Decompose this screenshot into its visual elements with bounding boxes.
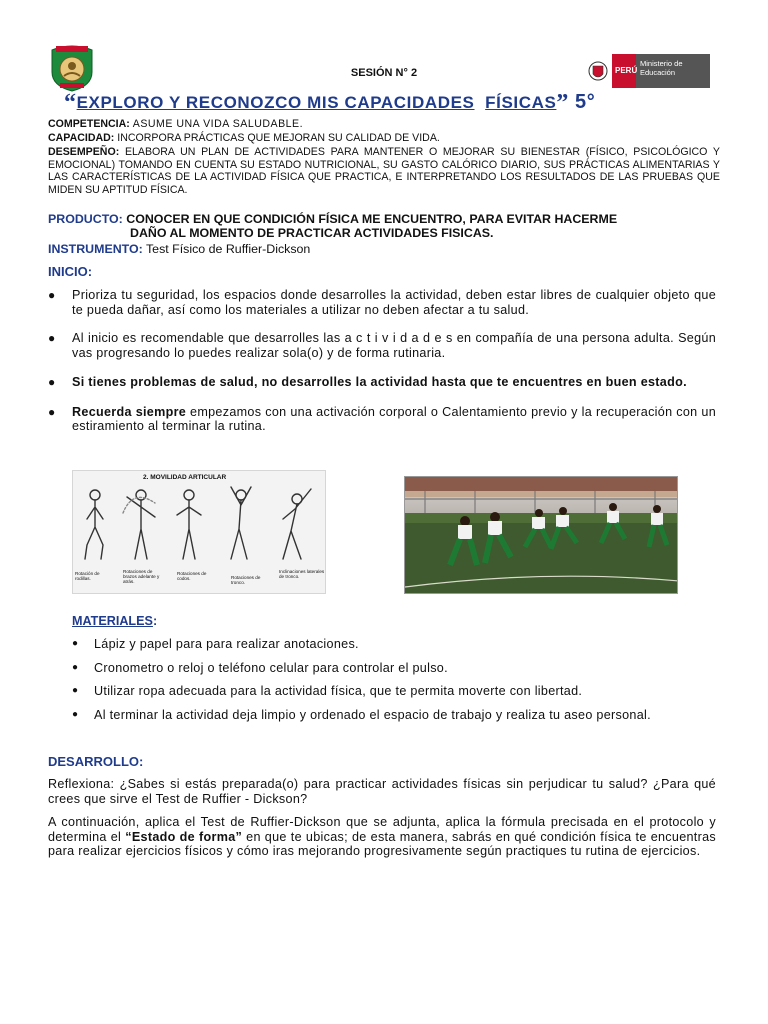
bullet-icon: ●	[72, 708, 79, 720]
materiales-heading-text: MATERIALES	[72, 614, 153, 628]
desempeno-block	[48, 146, 720, 196]
list-item	[48, 405, 716, 434]
caption-4: Rotaciones de tronco.	[231, 575, 261, 585]
bullet-icon: ●	[48, 375, 56, 389]
bullet-icon: ●	[48, 404, 56, 419]
bullet-icon: ●	[72, 661, 79, 673]
caption-3: Rotaciones de codos.	[177, 571, 207, 581]
inicio-list	[48, 288, 716, 434]
producto-line1: CONOCER EN QUE CONDICIÓN FÍSICA ME ENCUENTRO, PARA EVITAR HACERME	[126, 212, 618, 226]
title-main: EXPLORO Y RECONOZCO MIS CAPACIDADES	[76, 93, 475, 112]
page-title	[64, 90, 724, 117]
title-close-quote: ”	[556, 90, 570, 116]
inicio-heading: INICIO:	[48, 264, 93, 279]
desempeno-value: ELABORA UN PLAN DE ACTIVIDADES PARA MANTENER O MEJORAR SU BIENESTAR (FÍSICO, PSICOLÓGICO Y EMOCIONAL) TOMANDO EN CUENTA SU ESTADO NUTRICIONAL, SU GASTO CALÓRICO DIARIO, SUS PRÁCTICAS ALIMENTARIAS Y LAS CARACTERÍSTICAS DE LA ACTIVIDAD FÍSICA QUE PRACTICA, E INTERPRETANDO LOS RESULTADOS DE LAS PRUEBAS QUE MIDEN SU APTITUD FÍSICA.	[48, 146, 720, 196]
session-number: SESIÓN N° 2	[350, 67, 418, 79]
instrumento-line	[48, 242, 310, 256]
list-item	[72, 661, 716, 676]
reflexiona-paragraph: Reflexiona: ¿Sabes si estás preparada(o) para practicar actividades físicas sin perjudicar tu salud? ¿Para qué crees que sirve el Test de Ruffier - Dickson?	[48, 777, 716, 806]
competencia-value: ASUME UNA VIDA SALUDABLE.	[132, 118, 304, 130]
instructions-text-b: en que te ubicas; de esta manera, sabrás en qué condición física te encuentras para realizar ejercicios físicos y cómo iras mejorando progresivamente según practiques tu rutina de ejercicios.	[48, 829, 717, 859]
title-fisicas: FÍSICAS	[485, 93, 557, 112]
bullet-icon: ●	[48, 331, 56, 345]
materiales-heading	[72, 614, 157, 628]
list-item-text: Cronometro o reloj o teléfono celular para controlar el pulso.	[94, 660, 448, 675]
list-item	[48, 375, 716, 390]
list-item	[48, 331, 716, 360]
grade-label: 5°	[575, 91, 596, 113]
instructions-paragraph	[48, 815, 716, 859]
materiales-heading-colon: :	[152, 614, 158, 628]
list-item	[48, 288, 716, 317]
instrumento-value: Test Físico de Ruffier-Dickson	[145, 242, 311, 256]
peru-label: PERÚ	[615, 66, 638, 75]
ministry-label: Ministerio de Educación	[640, 59, 683, 77]
materiales-list	[72, 637, 716, 722]
producto-line2: DAÑO AL MOMENTO DE PRACTICAR ACTIVIDADES FISICAS.	[130, 226, 494, 240]
desarrollo-heading: DESARROLLO:	[48, 754, 144, 769]
producto-label: PRODUCTO:	[48, 212, 123, 226]
list-item-text: empezamos con una activación corporal o Calentamiento previo y la recuperación con un estiramiento al terminar la rutina.	[72, 404, 717, 433]
list-item-text: Lápiz y papel para para realizar anotaciones.	[94, 637, 359, 651]
list-item-bold: Recuerda siempre	[72, 404, 187, 419]
instructions-text-a: A continuación, aplica el Test de Ruffier-Dickson que se adjunta, aplica la fórmula precisada en el protocolo y determina el	[48, 815, 716, 844]
capacidad-value: INCORPORA PRÁCTICAS QUE MEJORAN SU CALIDAD DE VIDA.	[117, 132, 440, 144]
caption-1: Rotación de rodillas.	[75, 571, 100, 581]
list-item	[72, 708, 716, 723]
mobility-illustration	[72, 470, 326, 594]
caption-5: Inclinaciones laterales de tronco.	[279, 569, 325, 579]
desempeno-label: DESEMPEÑO:	[48, 146, 120, 158]
minedu-logo	[588, 54, 710, 88]
competencia-label: COMPETENCIA:	[48, 118, 130, 130]
list-item-text: Utilizar ropa adecuada para la actividad física, que te permita moverte con libertad.	[94, 684, 583, 698]
list-item	[72, 637, 716, 652]
capacidad-label: CAPACIDAD:	[48, 132, 115, 144]
caption-2: Rotaciones de brazos adelante y atrás.	[123, 569, 160, 584]
figure-title: 2. MOVILIDAD ARTICULAR	[143, 474, 227, 481]
estado-de-forma: “Estado de forma”	[125, 829, 243, 844]
competencia-line	[48, 118, 720, 131]
bullet-icon: ●	[72, 685, 79, 696]
bullet-icon: ●	[48, 288, 56, 302]
students-exercising-photo	[404, 476, 678, 594]
list-item-text: Prioriza tu seguridad, los espacios donde desarrolles la actividad, deben estar libres de cualquier objeto que te pueda dañar, así como los materiales a utilizar no deben afectar a tu salud.	[72, 288, 716, 317]
instrumento-label: INSTRUMENTO:	[48, 242, 143, 256]
bullet-icon: ●	[72, 638, 79, 649]
list-item-text: Al terminar la actividad deja limpio y ordenado el espacio de trabajo y realiza tu aseo personal.	[94, 707, 651, 722]
producto-block	[48, 212, 720, 240]
list-item-text: Si tienes problemas de salud, no desarrolles la actividad hasta que te encuentres en buen estado.	[72, 375, 687, 389]
title-open-quote: “	[64, 90, 77, 116]
capacidad-line	[48, 132, 720, 145]
list-item	[72, 684, 716, 699]
list-item-text: Al inicio es recomendable que desarrolles las a c t i v i d a d e s en compañía de una persona adulta. Según vas progresando lo puedes realizar sola(o) y de forma rutinaria.	[72, 331, 716, 360]
